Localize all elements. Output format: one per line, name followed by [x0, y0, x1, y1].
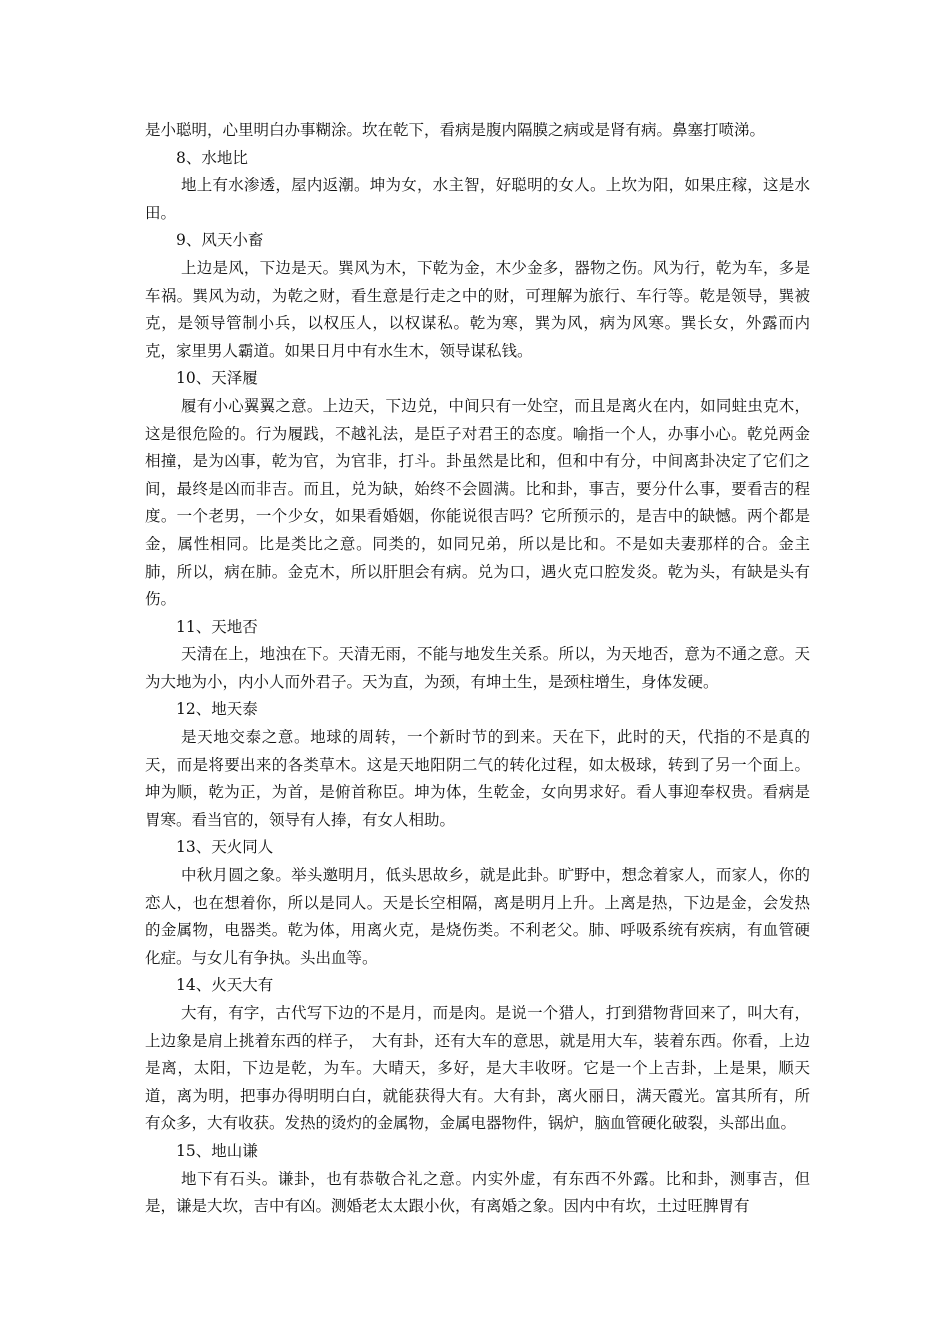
paragraph: 履有小心翼翼之意。上边天，下边兑，中间只有一处空，而且是离火在内，如同蛀虫克木，这是很危险的。行为履践，不越礼法，是臣子对君王的态度。喻指一个人，办事小心。乾兑两金相撞，是为凶事，乾为官，为官非，打斗。卦虽然是比和，但和中有分，中间离卦决定了它们之间，最终是凶而非吉。而且，兑为缺，始终不会圆满。比和卦，事吉，要分什么事，要看吉的程度。一个老男，一个少女，如果看婚姻，你能说很吉吗？它所预示的，是吉中的缺憾。两个都是金，属性相同。比是类比之意。同类的，如同兄弟，所以是比和。不是如夫妻那样的合。金主肺，所以，病在肺。金克木，所以肝胆会有病。兑为口，遇火克口腔发炎。乾为头，有缺是头有伤。: [145, 396, 810, 609]
paragraph: 是天地交泰之意。地球的周转，一个新时节的到来。天在下，此时的天，代指的不是真的天，而是将要出来的各类草木。这是天地阳阴二气的转化过程，如太极球，转到了另一个面上。坤为顺，乾为正，为首，是俯首称臣。坤为体，生乾金，女向男求好。看人事迎奉权贵。看病是胃寒。看当官的，领导有人捧，有女人相助。: [145, 728, 810, 829]
paragraph: 上边是风，下边是天。巽风为木，下乾为金，木少金多，器物之伤。风为行，乾为车，多是车祸。巽风为动，为乾之财，看生意是行走之中的财，可理解为旅行、车行等。乾是领导，巽被克，是领导管制小兵，以权压人，以权谋私。乾为寒，巽为风，病为风寒。巽长女，外露而内克，家里男人霸道。如果日月中有水生木，领导谋私钱。: [145, 258, 810, 360]
section-heading: 13、天火同人: [176, 838, 274, 857]
paragraph: 天清在上，地浊在下。天清无雨，不能与地发生关系。所以，为天地否，意为不通之意。天为大地为小，内小人而外君子。天为直，为颈，有坤土生，是颈柱增生，身体发硬。: [145, 645, 810, 691]
paragraph: 地下有石头。谦卦，也有恭敬合礼之意。内实外虚，有东西不外露。比和卦，测事吉，但是，谦是大坎，吉中有凶。测婚老太太跟小伙，有离婚之象。因内中有坎，土过旺脾胃有: [145, 1169, 810, 1216]
paragraph: 地上有水渗透，屋内返潮。坤为女，水主智，好聪明的女人。上坎为阳，如果庄稼，这是水田。: [145, 176, 810, 222]
paragraph: 是小聪明，心里明白办事糊涂。坎在乾下，看病是腹内隔膜之病或是肾有病。鼻塞打喷涕。: [145, 121, 766, 139]
section-heading: 14、火天大有: [176, 976, 274, 995]
section-heading: 9、风天小畜: [176, 231, 264, 250]
section-heading: 12、地天泰: [176, 700, 258, 719]
paragraph: 中秋月圆之象。举头邀明月，低头思故乡，就是此卦。旷野中，想念着家人，而家人，你的恋人，也在想着你，所以是同人。天是长空相隔，离是明月上升。上离是热，下边是金，会发热的金属物，电器类。乾为体，用离火克，是烧伤类。不利老父。肺、呼吸系统有疾病，有血管硬化症。与女儿有争执。头出血等。: [145, 866, 810, 967]
section-heading: 15、地山谦: [176, 1141, 258, 1160]
paragraph: 大有，有字，古代写下边的不是月，而是肉。是说一个猎人，打到猎物背回来了，叫大有，上边象是肩上挑着东西的样子， 大有卦，还有大车的意思，就是用大车，装着东西。你看，上边是离，太阳，下边是乾，为车。大晴天，多好，是大丰收呀。它是一个上吉卦，上是果，顺天道，离为明，把事办得明明白白，就能获得大有。大有卦，离火丽日，满天霞光。富其所有，所有众多，大有收获。发热的烫灼的金属物，金属电器物件，锅炉，脑血管硬化破裂，头部出血。: [145, 1004, 810, 1133]
section-heading: 8、水地比: [176, 148, 248, 167]
section-heading: 10、天泽履: [176, 369, 258, 388]
section-heading: 11、天地否: [176, 617, 258, 636]
document-page: [145, 117, 810, 1221]
